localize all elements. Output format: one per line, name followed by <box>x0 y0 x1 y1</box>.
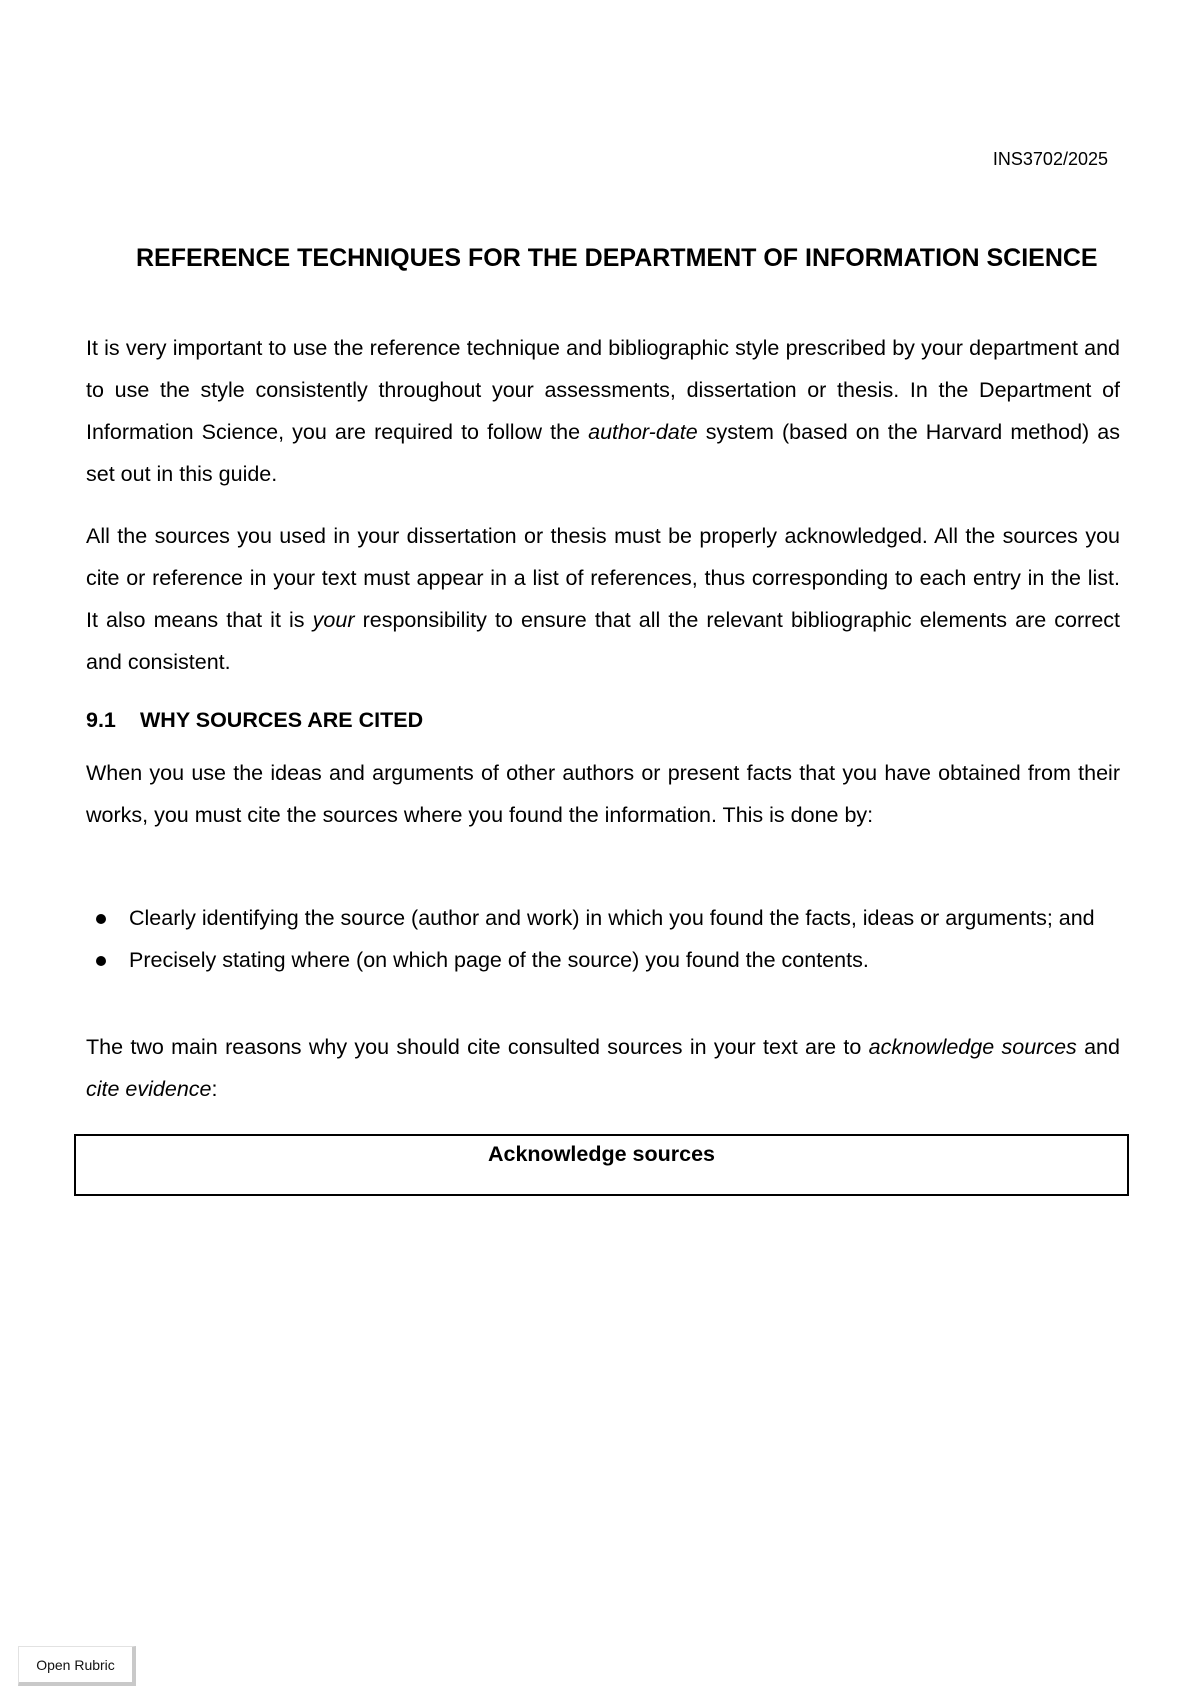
ack-italic-term: your <box>312 608 355 632</box>
citation-paragraph: When you use the ideas and arguments of other authors or present facts that you have obtained from their works, you must cite the sources where you found the information. This is done by: <box>86 761 1120 827</box>
reasons-middle: and <box>1076 1035 1120 1059</box>
reasons-paragraph <box>86 1026 1120 1110</box>
list-item <box>86 940 1102 981</box>
box-title: Acknowledge sources <box>487 1142 716 1166</box>
intro-paragraph <box>86 327 1120 495</box>
bullet-icon <box>96 914 106 924</box>
acknowledgement-paragraph <box>86 515 1120 683</box>
ack-text-2: responsibility to ensure that all the relevant bibliographic elements are correct and consistent. <box>86 608 1120 674</box>
open-rubric-button[interactable]: Open Rubric <box>18 1646 136 1686</box>
section-heading <box>86 706 423 734</box>
intro-text-1: It is very important to use the reference technique and bibliographic style prescribed by your department and to use the style consistently throughout your assessments, dissertation or thesis. In the Department of Information Science, you are required to follow the <box>86 336 1120 444</box>
reasons-italic-1: acknowledge sources <box>868 1035 1077 1059</box>
reasons-end: : <box>211 1077 218 1101</box>
intro-italic-term: author-date <box>588 420 698 444</box>
section-number: 9.1 <box>86 708 116 732</box>
reasons-lead: The two main reasons why you should cite consulted sources in your text are to <box>86 1035 869 1059</box>
reasons-italic-2: cite evidence <box>86 1077 212 1101</box>
citation-steps-list <box>86 898 1102 982</box>
ack-text-1: All the sources you used in your dissertation or thesis must be properly acknowledged. All the sources you cite or reference in your text must appear in a list of references, thus corresponding to each entry in the list. It also means that it is <box>86 524 1120 632</box>
list-item-text: Clearly identifying the source (author and work) in which you found the facts, ideas or arguments; and <box>129 906 1095 930</box>
acknowledge-sources-box <box>74 1134 1129 1196</box>
list-item-text: Precisely stating where (on which page of the source) you found the contents. <box>129 948 869 972</box>
bullet-icon <box>96 956 106 966</box>
document-title: REFERENCE TECHNIQUES FOR THE DEPARTMENT OF INFORMATION SCIENCE <box>136 244 1098 272</box>
intro-text-2: system (based on the Harvard method) as set out in this guide. <box>86 420 1120 486</box>
section-title: WHY SOURCES ARE CITED <box>140 708 424 732</box>
list-item <box>86 898 1102 939</box>
course-code: INS3702/2025 <box>992 149 1108 169</box>
